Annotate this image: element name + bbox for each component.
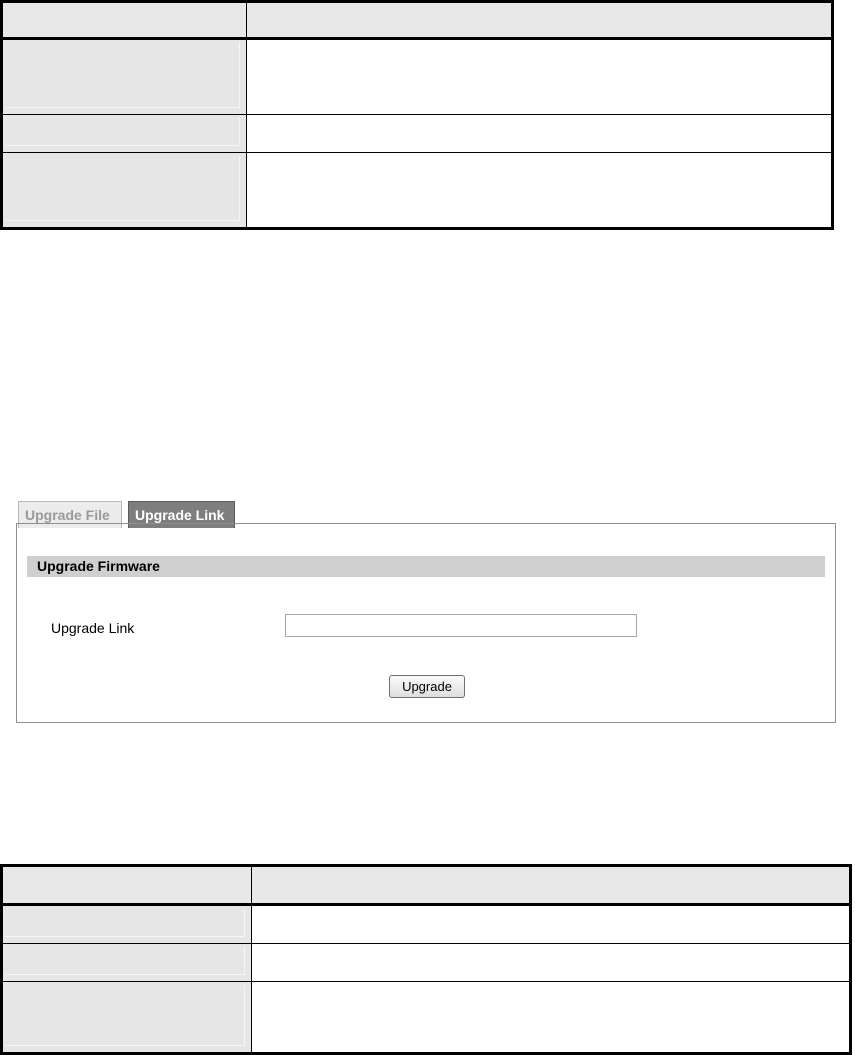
table-header-row [2,866,851,905]
table-label-cell [2,982,252,1054]
table-header-cell [247,2,833,39]
upgrade-firmware-panel [16,501,836,723]
tab-upgrade-link[interactable]: Upgrade Link [128,501,235,528]
table-header-cell [252,866,851,905]
table-value-cell [252,944,851,982]
bottom-description-table [0,864,852,1055]
section-header: Upgrade Firmware [27,556,825,577]
table-value-cell [252,982,851,1054]
table-label-cell [2,39,247,115]
table-row [2,982,851,1054]
table-label-cell [2,944,252,982]
tab-upgrade-file[interactable]: Upgrade File [18,501,122,528]
table-row [2,905,851,944]
table-value-cell [252,905,851,944]
upgrade-link-input[interactable] [285,614,637,637]
table-value-cell [247,153,833,229]
upgrade-button[interactable]: Upgrade [389,675,465,698]
tab-content-box [16,523,836,723]
table-header-cell [2,2,247,39]
table-label-cell [2,153,247,229]
table-value-cell [247,39,833,115]
table-row [2,153,833,229]
upgrade-link-label: Upgrade Link [51,620,135,636]
table-value-cell [247,115,833,153]
table-label-cell [2,905,252,944]
table-row [2,39,833,115]
table-label-cell [2,115,247,153]
table-header-cell [2,866,252,905]
table-row [2,115,833,153]
top-description-table [0,0,834,230]
table-row [2,944,851,982]
table-header-row [2,2,833,39]
